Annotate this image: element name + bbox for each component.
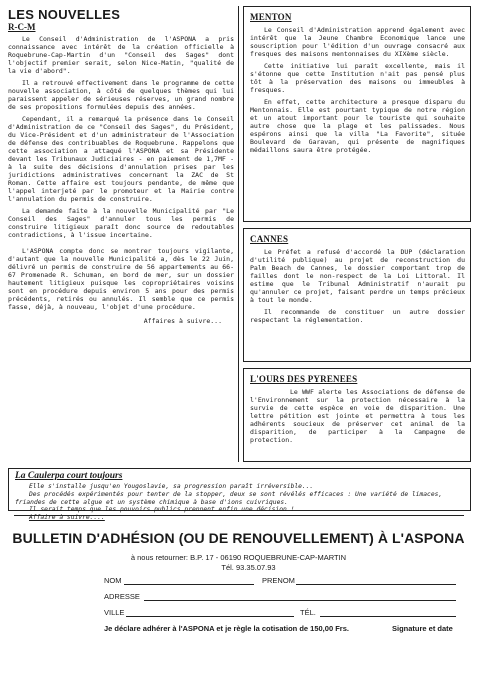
article-paragraph: Le Conseil d'Administration apprend également avec intérêt que la Jeune Chambre Economique lance une souscription pour l'édition d'un ouvrage consacré aux fresques des maisons mentonnaises du XIXème siècle. bbox=[250, 26, 465, 58]
article-paragraph: L'ASPONA compte donc se montrer toujours vigilante, d'autant que la nouvelle Municipalité a, dès le 22 Juin, délivré un permis de construire de 56 appartements au 66-67 Promenade R. Schuman, en bord de mer, sur un dossier hautement litigieux puisque les copropriétaires voisins sont en procédure depuis environ 5 ans pour des permis précédents, retirés ou annulés. Il semble que ce permis fasse, déjà, à nouveau, l'objet d'une procédure. bbox=[8, 247, 234, 311]
nom-label: NOM bbox=[104, 576, 122, 585]
caulerpa-line: Il serait temps que les pouvoirs publics prennent enfin une décision ! bbox=[29, 506, 295, 514]
tel-field[interactable] bbox=[320, 616, 456, 617]
caulerpa-line: Des procédés expérimentés pour tenter de la stopper, deux se sont révélés efficaces : Une variété de limaces, friandes de cette algue et un système chimique à base d'ions cuivriques. bbox=[15, 490, 443, 506]
ours-box bbox=[243, 368, 471, 462]
adresse-field[interactable] bbox=[144, 600, 456, 601]
nom-field[interactable] bbox=[124, 584, 254, 585]
article-paragraph: La demande faite à la nouvelle Municipalité par "Le Conseil des Sages" d'annuler tous les permis de construire litigieux paraît donc source de redoutables contradictions, à l'issue incertaine. bbox=[8, 207, 234, 239]
section-subtitle: R-C-M bbox=[8, 22, 36, 32]
section-title: LES NOUVELLES bbox=[8, 7, 121, 22]
signature-label: Signature et date bbox=[392, 624, 453, 633]
declaration-text: Je déclare adhérer à l'ASPONA et je règle la cotisation de 150,00 Frs. bbox=[104, 624, 349, 633]
cannes-heading: CANNES bbox=[250, 234, 289, 244]
ville-field[interactable] bbox=[126, 616, 294, 617]
cut-line bbox=[14, 515, 464, 516]
article-followup: Affaires à suivre... bbox=[143, 317, 222, 325]
left-column bbox=[8, 8, 234, 470]
bulletin-phone: Tél. 93.35.07.93 bbox=[221, 563, 276, 572]
menton-box bbox=[243, 6, 471, 222]
left-article bbox=[8, 35, 234, 325]
tel-label: TÉL. bbox=[300, 608, 316, 617]
article-paragraph: Le Préfet a refusé d'accordé la DUP (déclaration d'utilité publique) au projet de reconstruction du Palm Beach de Cannes, le dossier comportant trop de failles dont le non-respect de la Loi Littoral. Il estime que le Tribunal Administratif n'aurait pu qu'annuler ce projet, faisant perdre un temps précieux à tout le monde. bbox=[250, 248, 465, 304]
bulletin-title: BULLETIN D'ADHÉSION (OU DE RENOUVELLEMENT) À L'ASPONA bbox=[12, 530, 465, 546]
article-paragraph: Cependant, il a remarqué la présence dans le Conseil d'Administration de ce "Conseil des Sages", du Président, du Vice-Président et d'un administrateur de l'Association de défense des contribuables de Roquebrune. Rappelons que cette association a attaqué l'ASPONA et sa Présidente devant les Tribunaux Judiciaires - en paiement de 1,7MF - à la suite des décisions d'annulation prises par les juridictions administratives concernant la ZAC de St Roman. Cette affaire est toujours pendante, de même que l'appel interjeté par le promoteur et la Mairie contre l'annulation du permis de construire. bbox=[8, 115, 234, 203]
cannes-box bbox=[243, 228, 471, 362]
prenom-field[interactable] bbox=[296, 584, 456, 585]
caulerpa-line: Elle s'installe jusqu'en Yougoslavie, sa progression paraît irréversible... bbox=[29, 483, 314, 490]
prenom-label: PRENOM bbox=[262, 576, 295, 585]
article-paragraph: Cette initiative lui paraît excellente, mais il s'étonne que cette Institution n'ait pas pensé plus tôt à la préservation des maisons ou immeubles à fresques. bbox=[250, 62, 465, 94]
caulerpa-box bbox=[8, 468, 471, 522]
column-divider bbox=[238, 6, 239, 462]
bulletin-address: à nous retourner: B.P. 17 - 06190 ROQUEBRUNE-CAP-MARTIN bbox=[130, 553, 347, 562]
adresse-label: ADRESSE bbox=[104, 592, 140, 601]
article-paragraph: Il a retrouvé effectivement dans le programme de cette nouvelle association, à côté de quelques thèmes qui lui paraissent appeler de sérieuses réserves, un grand nombre de ses propositions formulées depuis des années. bbox=[8, 79, 234, 111]
article-paragraph: Il recommande de constituer un autre dossier respectant la réglementation. bbox=[250, 308, 465, 324]
article-paragraph: Le WWF alerte les Associations de défense de l'Environnement sur la protection nécessaire à la survie de cette espèce en voie de disparition. Une lettre pétition est jointe et permettra à tous les adhérents soucieux de préserver cet animal de la disparition, de participer à la Campagne de protection. bbox=[250, 388, 465, 444]
article-paragraph: En effet, cette architecture a presque disparu du Mentonnais. Elle est pourtant typique de notre région et un atout important pour le touriste qui souhaite autre chose que la plage et les palissades. Nous espérons ainsi que la villa "La Favorite", située Boulevard de Garavan, qui présente de magnifiques médaillons saura être protégée. bbox=[250, 98, 465, 154]
caulerpa-line: Affaire à suivre.... bbox=[29, 514, 105, 522]
ours-heading: L'OURS DES PYRENEES bbox=[250, 374, 358, 384]
menton-heading: MENTON bbox=[250, 12, 292, 22]
caulerpa-title: La Caulerpa court toujours bbox=[15, 471, 123, 481]
ville-label: VILLE bbox=[104, 608, 125, 617]
article-paragraph: Le Conseil d'Administration de l'ASPONA a pris connaissance avec intérêt de la création officielle à Roquebrune-Cap-Martin d'un "Conseil des Sages" dont l'objectif premier serait, selon Nice-Matin, "qualité de la vie d'abord". bbox=[8, 35, 234, 75]
